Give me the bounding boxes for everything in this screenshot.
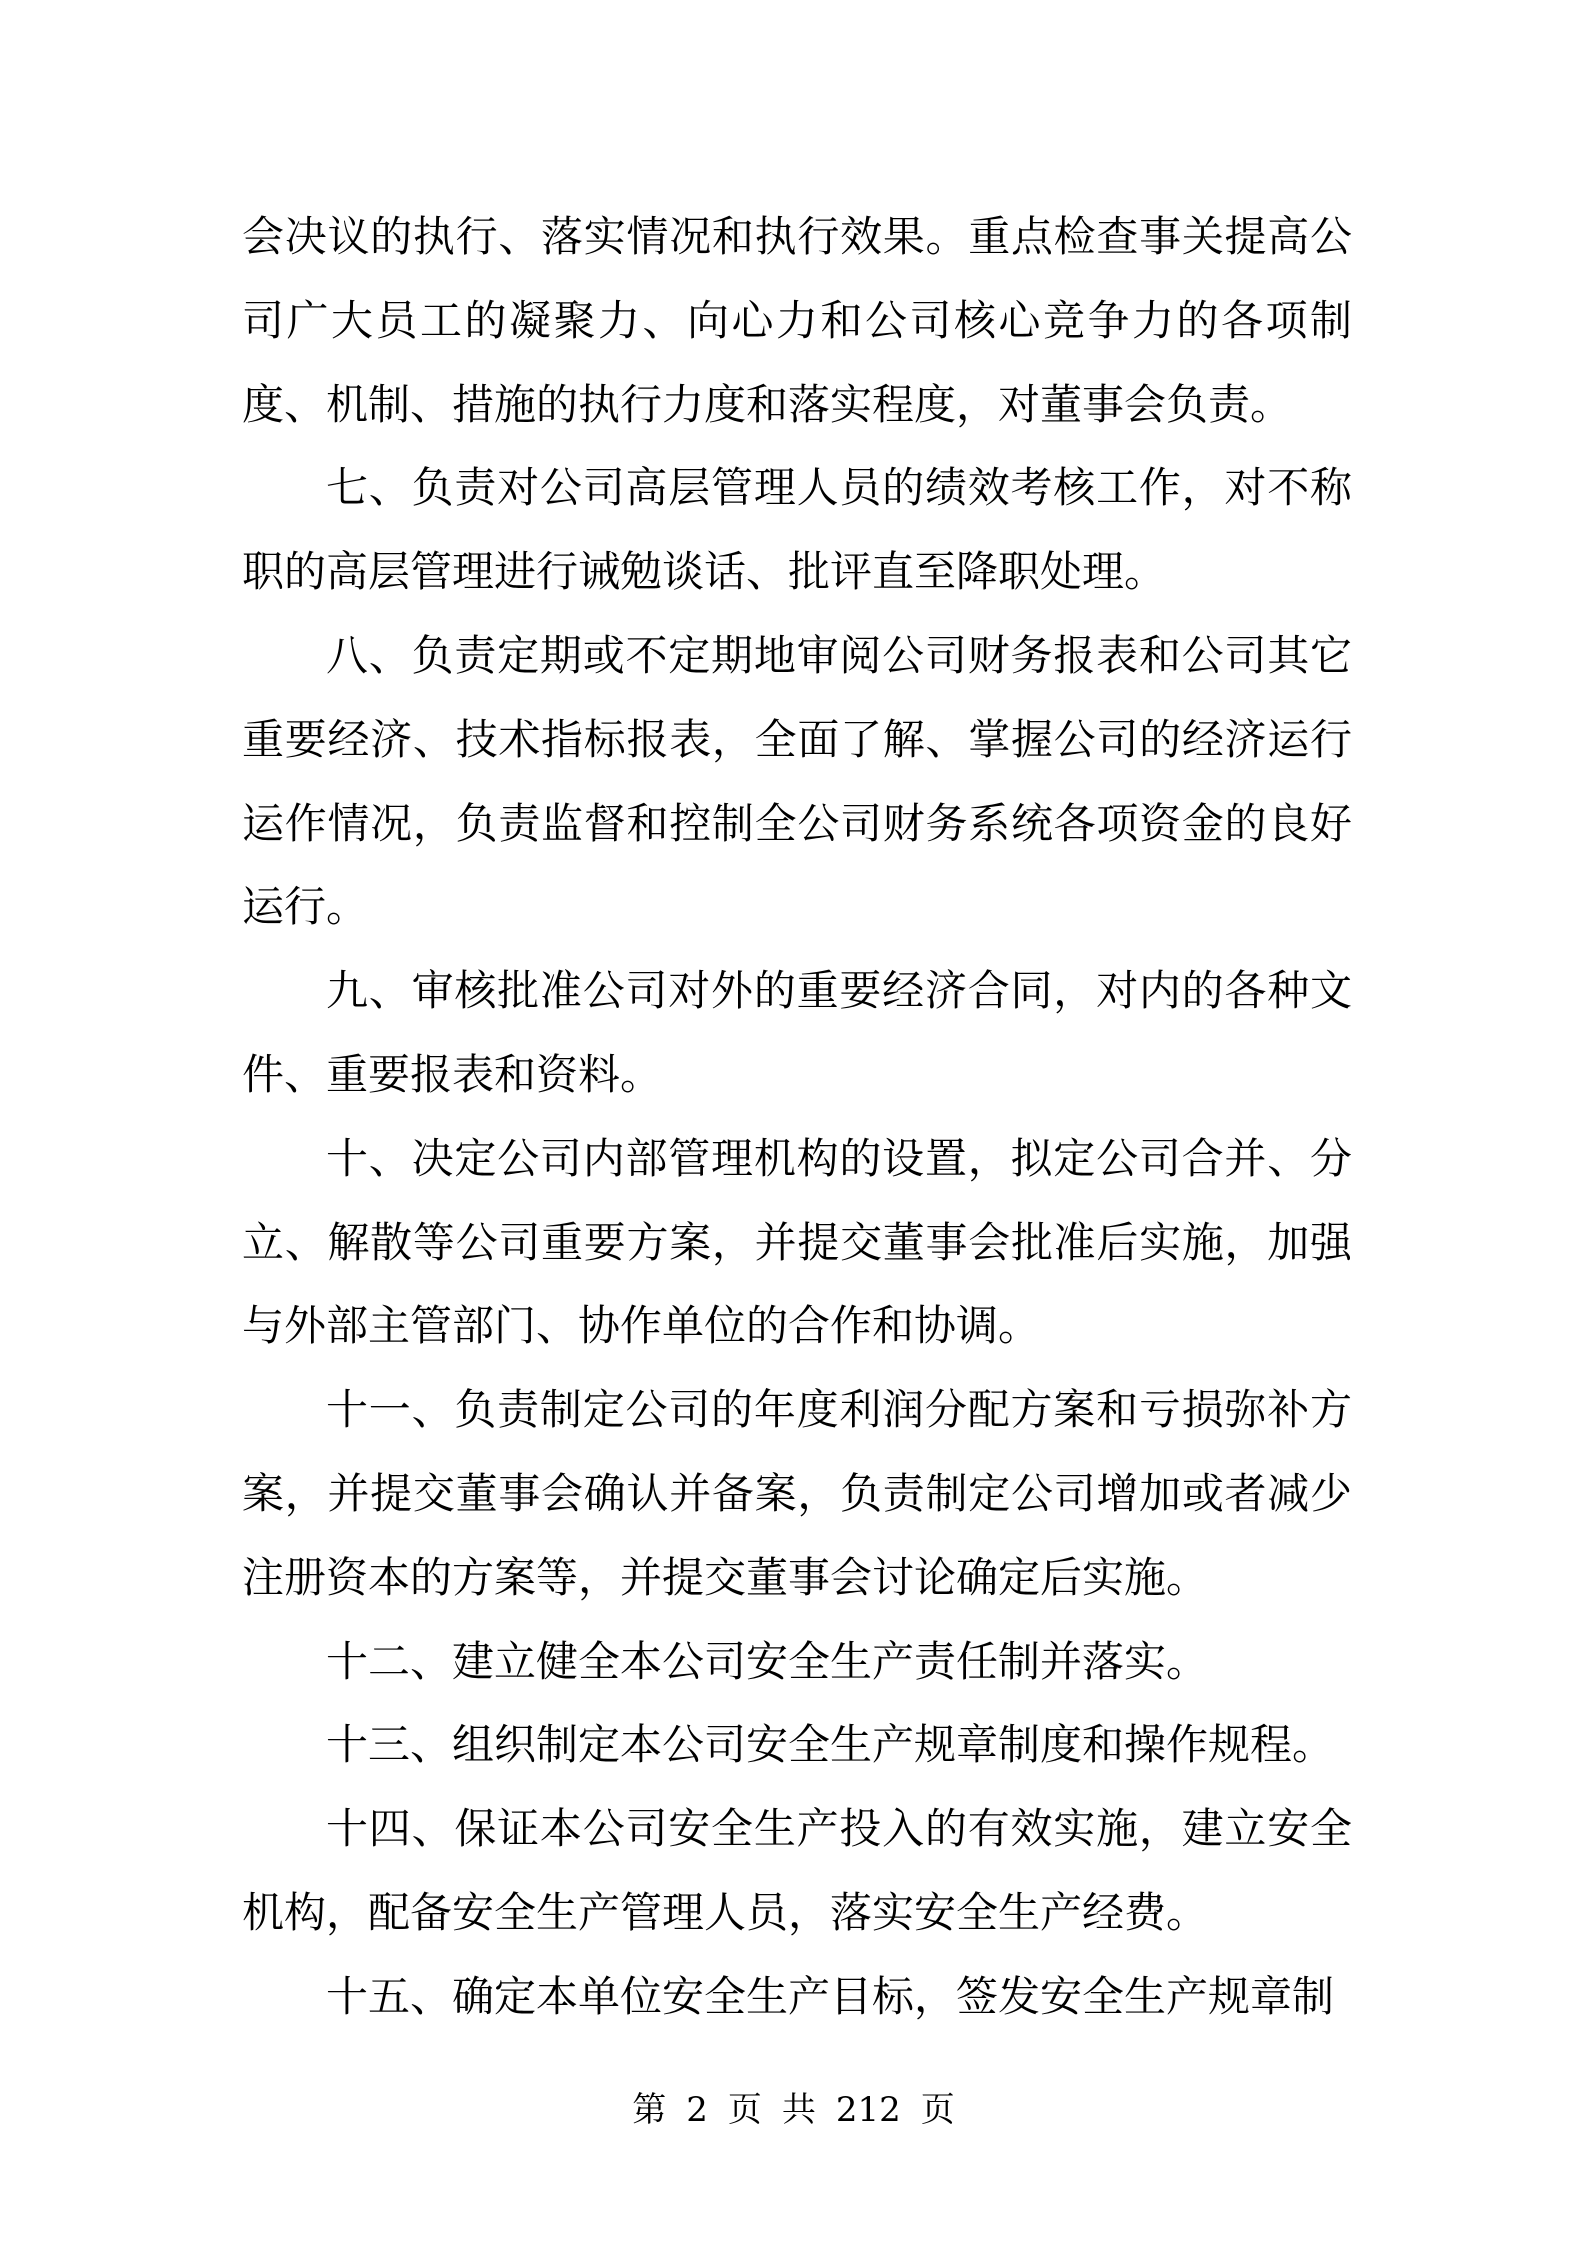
page-footer: [0, 2088, 1587, 2132]
footer-current-page: 2: [686, 2090, 708, 2130]
paragraph-item-12: 十二、建立健全本公司安全生产责任制并落实。: [326, 1636, 1209, 1686]
paragraph-item-13: 十三、组织制定本公司安全生产规章制度和操作规程。: [326, 1720, 1335, 1770]
footer-total-unit: 页: [920, 2090, 955, 2130]
footer-page-label: 第: [632, 2090, 667, 2130]
footer-page-unit: 页: [727, 2090, 762, 2130]
footer-total-label: 共: [781, 2090, 816, 2130]
document-body: [242, 195, 1352, 2039]
paragraph-item-15: 十五、确定本单位安全生产目标，签发安全生产规章制: [326, 1971, 1335, 2021]
paragraph-item-14: 十四、保证本公司安全生产投入的有效实施，建立安全机构，配备安全生产管理人员，落实安全生产经费。: [242, 1804, 1352, 1937]
paragraph-item-7: 七、负责对公司高层管理人员的绩效考核工作，对不称职的高层管理进行诫勉谈话、批评直至降职处理。: [242, 463, 1352, 597]
paragraph-item-8: 八、负责定期或不定期地审阅公司财务报表和公司其它重要经济、技术指标报表，全面了解、掌握公司的经济运行运作情况，负责监督和控制全公司财务系统各项资金的良好运行。: [242, 630, 1352, 932]
paragraph-item-10: 十、决定公司内部管理机构的设置，拟定公司合并、分立、解散等公司重要方案，并提交董事会批准后实施，加强与外部主管部门、协作单位的合作和协调。: [242, 1133, 1352, 1351]
paragraph-continuation: 会决议的执行、落实情况和执行效果。重点检查事关提高公司广大员工的凝聚力、向心力和公司核心竞争力的各项制度、机制、措施的执行力度和落实程度，对董事会负责。: [242, 212, 1352, 429]
paragraph-item-11: 十一、负责制定公司的年度利润分配方案和亏损弥补方案，并提交董事会确认并备案，负责制定公司增加或者减少注册资本的方案等，并提交董事会讨论确定后实施。: [242, 1385, 1352, 1602]
paragraph-item-9: 九、审核批准公司对外的重要经济合同，对内的各种文件、重要报表和资料。: [242, 966, 1352, 1099]
footer-total-pages: 212: [835, 2090, 901, 2130]
